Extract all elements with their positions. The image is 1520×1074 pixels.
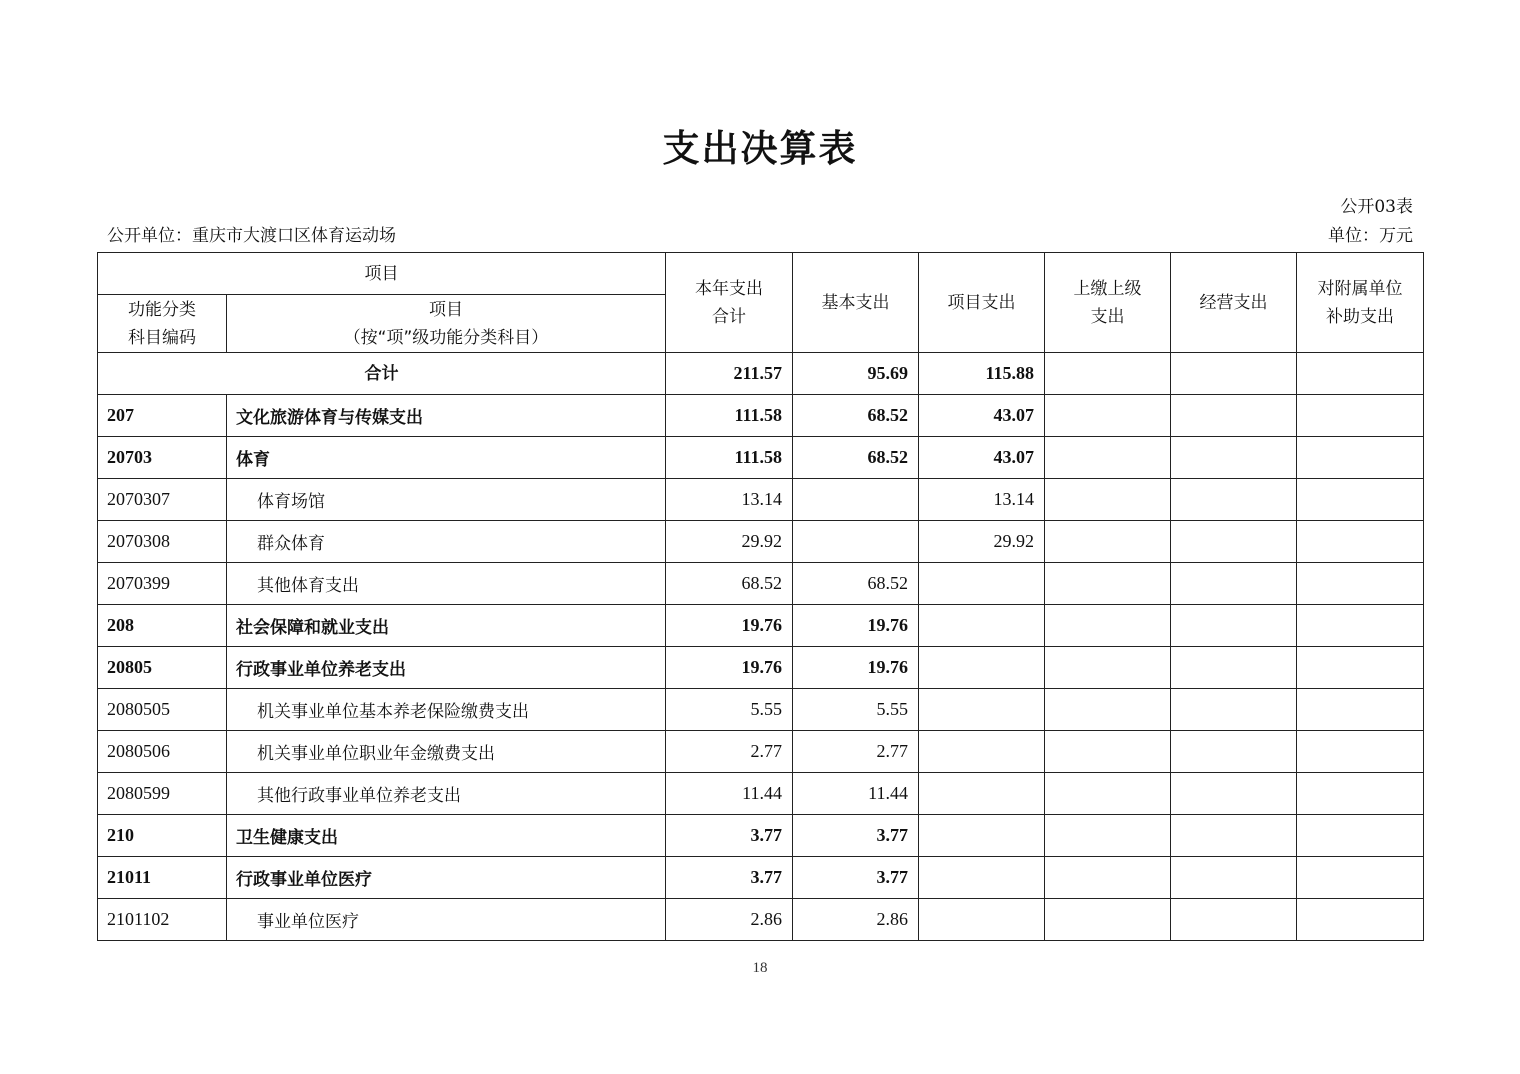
row-name: 文化旅游体育与传媒支出	[227, 395, 666, 437]
row-affiliated	[1297, 815, 1424, 857]
row-total: 3.77	[666, 857, 793, 899]
table-row	[98, 815, 1424, 857]
row-affiliated	[1297, 605, 1424, 647]
row-project	[919, 689, 1045, 731]
table-row	[98, 479, 1424, 521]
row-code: 208	[98, 605, 227, 647]
total-upper	[1045, 353, 1171, 395]
row-project	[919, 773, 1045, 815]
row-code: 207	[98, 395, 227, 437]
row-basic: 2.86	[793, 899, 919, 941]
row-total: 111.58	[666, 395, 793, 437]
row-name: 群众体育	[227, 521, 666, 563]
row-project	[919, 731, 1045, 773]
header-name-line2: （按“项”级功能分类科目）	[343, 327, 549, 348]
row-code: 21011	[98, 857, 227, 899]
header-upper	[1045, 253, 1171, 353]
header-item-group: 项目	[98, 253, 666, 295]
row-project: 13.14	[919, 479, 1045, 521]
row-project	[919, 605, 1045, 647]
row-name: 体育场馆	[227, 479, 666, 521]
header-affiliated	[1297, 253, 1424, 353]
header-total-line2: 合计	[712, 306, 746, 327]
row-project: 43.07	[919, 437, 1045, 479]
header-upper-line1: 上缴上级	[1073, 278, 1142, 299]
row-upper	[1045, 815, 1171, 857]
row-business	[1171, 395, 1297, 437]
row-total: 68.52	[666, 563, 793, 605]
header-name-line1: 项目	[429, 299, 463, 320]
reporting-unit: 公开单位：重庆市大渡口区体育运动场	[107, 226, 396, 246]
header-business: 经营支出	[1171, 253, 1297, 353]
row-basic: 19.76	[793, 647, 919, 689]
row-affiliated	[1297, 689, 1424, 731]
row-business	[1171, 731, 1297, 773]
row-basic	[793, 479, 919, 521]
row-affiliated	[1297, 773, 1424, 815]
row-basic: 11.44	[793, 773, 919, 815]
row-project: 43.07	[919, 395, 1045, 437]
row-business	[1171, 647, 1297, 689]
row-basic: 5.55	[793, 689, 919, 731]
header-affiliated-line1: 对附属单位	[1317, 278, 1403, 299]
row-upper	[1045, 563, 1171, 605]
header-total-line1: 本年支出	[695, 278, 763, 299]
row-name: 行政事业单位医疗	[227, 857, 666, 899]
row-project	[919, 647, 1045, 689]
row-upper	[1045, 395, 1171, 437]
row-affiliated	[1297, 521, 1424, 563]
row-total: 13.14	[666, 479, 793, 521]
row-basic: 68.52	[793, 563, 919, 605]
row-upper	[1045, 521, 1171, 563]
row-total: 3.77	[666, 815, 793, 857]
row-total: 2.86	[666, 899, 793, 941]
row-code: 2070307	[98, 479, 227, 521]
header-name	[227, 295, 666, 353]
table-row	[98, 395, 1424, 437]
total-row	[98, 353, 1424, 395]
total-project: 115.88	[919, 353, 1045, 395]
currency-unit: 单位：万元	[1328, 226, 1413, 246]
row-total: 111.58	[666, 437, 793, 479]
row-code: 210	[98, 815, 227, 857]
row-affiliated	[1297, 563, 1424, 605]
page-number: 18	[752, 960, 768, 976]
row-affiliated	[1297, 479, 1424, 521]
row-project: 29.92	[919, 521, 1045, 563]
row-upper	[1045, 647, 1171, 689]
row-business	[1171, 815, 1297, 857]
row-upper	[1045, 605, 1171, 647]
row-total: 11.44	[666, 773, 793, 815]
table-row	[98, 647, 1424, 689]
header-code	[98, 295, 227, 353]
row-business	[1171, 689, 1297, 731]
row-name: 其他行政事业单位养老支出	[227, 773, 666, 815]
header-project: 项目支出	[919, 253, 1045, 353]
row-name: 机关事业单位职业年金缴费支出	[227, 731, 666, 773]
row-project	[919, 563, 1045, 605]
table-row	[98, 521, 1424, 563]
total-business	[1171, 353, 1297, 395]
row-name: 卫生健康支出	[227, 815, 666, 857]
row-affiliated	[1297, 857, 1424, 899]
row-name: 社会保障和就业支出	[227, 605, 666, 647]
row-upper	[1045, 773, 1171, 815]
row-name: 事业单位医疗	[227, 899, 666, 941]
expenditure-table	[97, 252, 1424, 941]
row-code: 20703	[98, 437, 227, 479]
row-affiliated	[1297, 647, 1424, 689]
row-business	[1171, 479, 1297, 521]
row-affiliated	[1297, 437, 1424, 479]
row-business	[1171, 563, 1297, 605]
row-project	[919, 857, 1045, 899]
row-basic: 2.77	[793, 731, 919, 773]
table-row	[98, 899, 1424, 941]
header-affiliated-line2: 补助支出	[1326, 306, 1394, 327]
row-upper	[1045, 731, 1171, 773]
row-name: 机关事业单位基本养老保险缴费支出	[227, 689, 666, 731]
row-total: 5.55	[666, 689, 793, 731]
row-upper	[1045, 857, 1171, 899]
row-basic: 3.77	[793, 815, 919, 857]
row-basic: 68.52	[793, 395, 919, 437]
row-code: 2080506	[98, 731, 227, 773]
row-basic: 3.77	[793, 857, 919, 899]
row-affiliated	[1297, 731, 1424, 773]
total-affiliated	[1297, 353, 1424, 395]
header-row-1	[98, 253, 1424, 295]
row-business	[1171, 521, 1297, 563]
page-title: 支出决算表	[662, 127, 858, 170]
table-row	[98, 857, 1424, 899]
table-row	[98, 437, 1424, 479]
table-row	[98, 563, 1424, 605]
row-total: 19.76	[666, 605, 793, 647]
row-code: 2070399	[98, 563, 227, 605]
total-label: 合计	[98, 353, 666, 395]
row-business	[1171, 773, 1297, 815]
row-code: 2070308	[98, 521, 227, 563]
row-basic	[793, 521, 919, 563]
row-code: 2080599	[98, 773, 227, 815]
row-code: 2101102	[98, 899, 227, 941]
row-project	[919, 899, 1045, 941]
total-amount: 211.57	[666, 353, 793, 395]
row-name: 体育	[227, 437, 666, 479]
header-total	[666, 253, 793, 353]
row-code: 20805	[98, 647, 227, 689]
row-basic: 19.76	[793, 605, 919, 647]
row-upper	[1045, 437, 1171, 479]
row-business	[1171, 437, 1297, 479]
row-business	[1171, 605, 1297, 647]
row-business	[1171, 857, 1297, 899]
row-project	[919, 815, 1045, 857]
row-basic: 68.52	[793, 437, 919, 479]
form-number: 公开03表	[1340, 197, 1413, 217]
row-affiliated	[1297, 899, 1424, 941]
table-row	[98, 731, 1424, 773]
header-code-line2: 科目编码	[128, 327, 196, 348]
row-upper	[1045, 899, 1171, 941]
row-affiliated	[1297, 395, 1424, 437]
row-total: 29.92	[666, 521, 793, 563]
header-upper-line2: 支出	[1090, 306, 1125, 327]
table-row	[98, 605, 1424, 647]
row-business	[1171, 899, 1297, 941]
row-name: 其他体育支出	[227, 563, 666, 605]
table-row	[98, 689, 1424, 731]
row-total: 2.77	[666, 731, 793, 773]
total-basic: 95.69	[793, 353, 919, 395]
row-upper	[1045, 689, 1171, 731]
row-code: 2080505	[98, 689, 227, 731]
header-basic: 基本支出	[793, 253, 919, 353]
table-row	[98, 773, 1424, 815]
row-upper	[1045, 479, 1171, 521]
row-name: 行政事业单位养老支出	[227, 647, 666, 689]
header-code-line1: 功能分类	[128, 299, 196, 320]
row-total: 19.76	[666, 647, 793, 689]
